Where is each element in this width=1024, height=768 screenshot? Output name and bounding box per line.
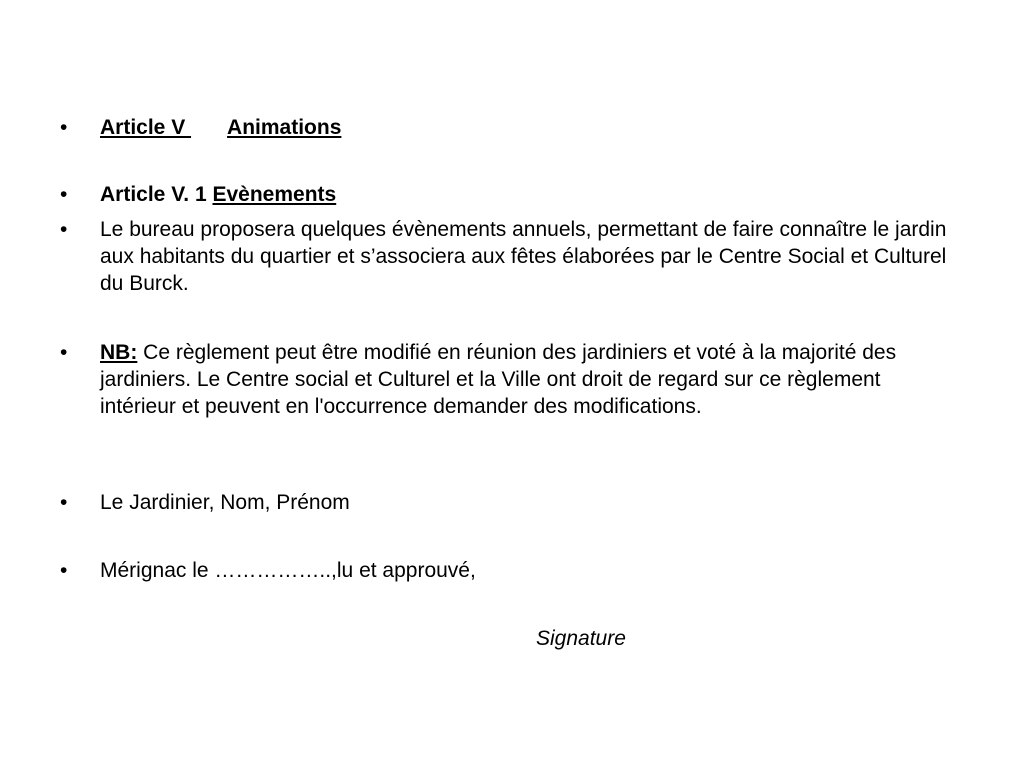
events-paragraph <box>60 216 960 297</box>
gardener-line <box>60 489 960 516</box>
bullet: • <box>60 218 68 241</box>
nb-paragraph <box>60 339 960 420</box>
signature-label: Signature <box>536 627 626 650</box>
article-v1-title: Evènements <box>212 183 337 206</box>
bullet: • <box>60 559 68 582</box>
bullet: • <box>60 183 68 206</box>
article-v1-heading <box>60 181 960 208</box>
bullet: • <box>60 116 68 139</box>
place-date-line <box>60 557 960 584</box>
article-v1-label: Article V. 1 <box>100 183 213 206</box>
events-text: Le bureau proposera quelques évènements annuels, permettant de faire connaître le jardin aux habitants du quartier et s’associera aux fêtes élaborées par le Centre Social et Culturel du Burck. <box>100 218 947 295</box>
place-date-text: Mérignac le ……………..,lu et approuvé, <box>100 559 476 582</box>
bullet: • <box>60 341 68 364</box>
nb-label: NB: <box>100 341 138 364</box>
gardener-text: Le Jardinier, Nom, Prénom <box>100 491 350 514</box>
bullet: • <box>60 491 68 514</box>
nb-text: Ce règlement peut être modifié en réunion des jardiniers et voté à la majorité des jardiniers. Le Centre social et Culturel et la Ville ont droit de regard sur ce règlement intérieur et peuvent en l'occurrence demander des modifications. <box>100 341 897 418</box>
article-v-heading <box>60 114 960 141</box>
article-v-title: Animations <box>227 116 342 139</box>
article-v-label: Article V <box>100 116 192 139</box>
